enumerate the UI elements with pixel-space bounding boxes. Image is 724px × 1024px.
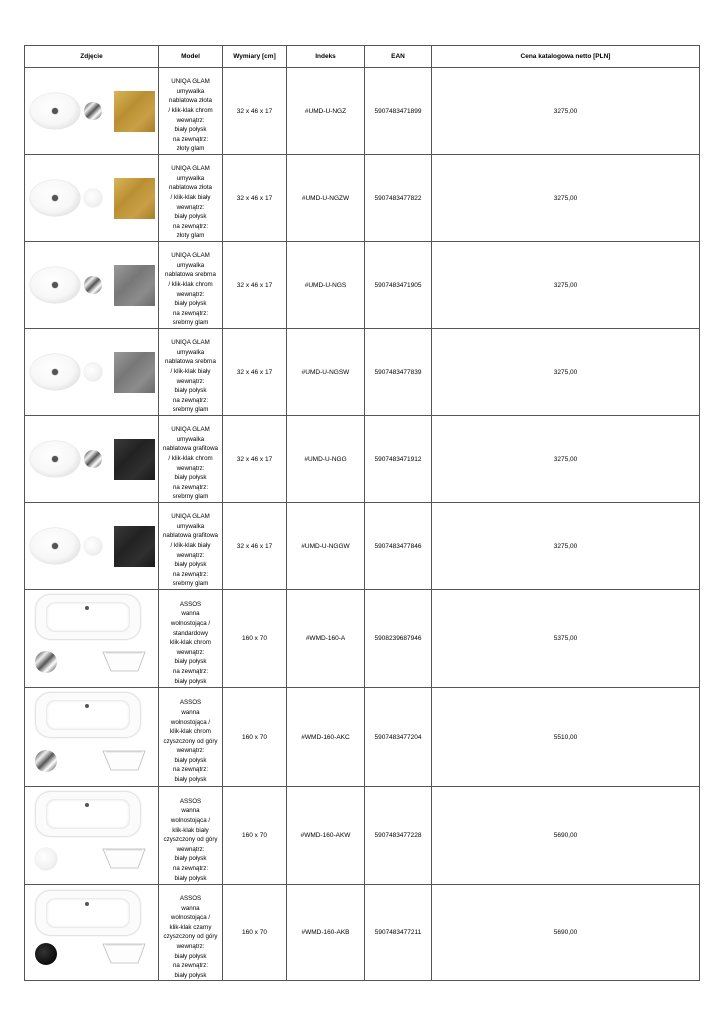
dimensions-cell: 32 x 46 x 17 <box>223 503 287 590</box>
washbasin-image <box>30 354 80 390</box>
model-description-line: umywalka <box>176 435 205 443</box>
drain-image <box>52 456 58 462</box>
model-description-line: biały połysk <box>174 300 207 308</box>
dimensions-cell: 32 x 46 x 17 <box>223 155 287 242</box>
model-description-line: / klik-klak biały <box>170 367 211 375</box>
header-price: Cena katalogowa netto [PLN] <box>432 46 700 68</box>
basin-photo <box>25 330 159 415</box>
model-description-line: biały połysk <box>174 776 207 784</box>
bathtub-top-view <box>36 693 140 737</box>
header-dimensions: Wymiary [cm] <box>223 46 287 68</box>
dimensions-cell: 32 x 46 x 17 <box>223 416 287 503</box>
index-cell: #UMD-U-NGZW <box>287 155 365 242</box>
model-cell <box>159 242 223 329</box>
click-clack-white-swatch <box>84 189 102 207</box>
ean-cell: 5907483477211 <box>365 885 432 981</box>
basin-photo <box>25 504 159 589</box>
model-description-line: biały połysk <box>174 561 207 569</box>
bathtub-top-view <box>36 595 140 639</box>
model-description-line: na zewnątrz: <box>172 962 209 970</box>
model-description-line: wewnątrz: <box>176 942 205 950</box>
model-cell <box>159 787 223 885</box>
drain-image <box>52 369 58 375</box>
header-index: Indeks <box>287 46 365 68</box>
ean-cell: 5907483471905 <box>365 242 432 329</box>
model-description-line: na zewnątrz: <box>172 483 209 491</box>
table-row <box>25 590 700 688</box>
ean-cell: 5907483477204 <box>365 688 432 787</box>
model-description-line: wewnątrz: <box>176 648 205 656</box>
drain-image <box>52 543 58 549</box>
index-cell: #UMD-U-NGGW <box>287 503 365 590</box>
price-cell: 3275,00 <box>432 503 700 590</box>
model-description-line: na zewnątrz: <box>172 667 209 675</box>
model-cell <box>159 688 223 787</box>
header-ean: EAN <box>365 46 432 68</box>
basin-photo <box>25 417 159 502</box>
model-description-line: złoty glam <box>176 145 205 153</box>
product-photo-cell <box>25 590 159 688</box>
model-cell <box>159 503 223 590</box>
ean-cell: 5907483477846 <box>365 503 432 590</box>
table-row <box>25 416 700 503</box>
model-description-line: na zewnątrz: <box>172 309 209 317</box>
bathtub-side-view <box>102 941 146 965</box>
graphite-finish-swatch <box>114 439 155 480</box>
model-description-line: umywalka <box>176 348 205 356</box>
model-description-line: na zewnątrz: <box>172 396 209 404</box>
model-description-line: na zewnątrz: <box>172 766 209 774</box>
bathtub-side-view <box>102 748 146 772</box>
model-description-line: biały połysk <box>174 874 207 882</box>
model-description-line: nablatowa grafitowa <box>162 445 219 453</box>
drain-image <box>52 108 58 114</box>
ean-cell: 5907483477822 <box>365 155 432 242</box>
table-row <box>25 787 700 885</box>
model-description-line: czyszczony od góry <box>163 737 218 745</box>
click-clack-chrome-swatch <box>35 750 57 772</box>
model-description-line: klik-klak biały <box>172 826 209 834</box>
click-clack-white-swatch <box>84 537 102 555</box>
washbasin-image <box>30 267 80 303</box>
basin-photo <box>25 243 159 328</box>
model-description-line: ASSOS <box>179 600 202 608</box>
table-row <box>25 503 700 590</box>
index-cell: #UMD-U-NGSW <box>287 329 365 416</box>
price-cell: 3275,00 <box>432 155 700 242</box>
silver-finish-swatch <box>114 352 155 393</box>
model-description-line: wewnątrz: <box>176 290 205 298</box>
model-cell <box>159 590 223 688</box>
model-description-line: na zewnątrz: <box>172 135 209 143</box>
model-description-line: nablatowa złota <box>169 184 212 192</box>
model-description-line: umywalka <box>176 87 205 95</box>
model-description-line: wewnątrz: <box>176 747 205 755</box>
model-description-line: biały połysk <box>174 971 207 979</box>
model-description-line: wewnątrz: <box>176 116 205 124</box>
bathtub-side-view <box>102 846 146 870</box>
model-description-line: klik-klak czarny <box>169 923 212 931</box>
model-description-line: na zewnątrz: <box>172 864 209 872</box>
model-description-line: czyszczony od góry <box>163 836 218 844</box>
model-description-line: srebrny glam <box>172 580 209 588</box>
product-photo-cell <box>25 885 159 981</box>
model-description-line: srebrny glam <box>172 493 209 501</box>
model-description-line: biały połysk <box>174 677 207 685</box>
model-description-line: nablatowa srebrna <box>165 358 216 366</box>
dimensions-cell: 160 x 70 <box>223 885 287 981</box>
model-cell <box>159 68 223 155</box>
price-cell: 3275,00 <box>432 242 700 329</box>
model-description-line: UNIQA GLAM <box>171 426 210 434</box>
click-clack-chrome-swatch <box>35 651 57 673</box>
model-description-line: biały połysk <box>174 474 207 482</box>
bathtub-top-view <box>36 891 140 935</box>
table-row <box>25 68 700 155</box>
bathtub-photo <box>25 887 159 979</box>
washbasin-image <box>30 93 80 129</box>
graphite-finish-swatch <box>114 526 155 567</box>
model-description-line: standardowy <box>172 629 209 637</box>
bathtub-photo <box>25 689 159 786</box>
basin-photo <box>25 156 159 241</box>
model-cell <box>159 155 223 242</box>
ean-cell: 5908239687946 <box>365 590 432 688</box>
model-description-line: czyszczony od góry <box>163 933 218 941</box>
price-cell: 5510,00 <box>432 688 700 787</box>
dimensions-cell: 160 x 70 <box>223 787 287 885</box>
model-description-line: nablatowa złota <box>169 97 212 105</box>
product-photo-cell <box>25 68 159 155</box>
index-cell: #UMD-U-NGG <box>287 416 365 503</box>
model-description-line: wolnostojąca / <box>170 718 211 726</box>
price-cell: 3275,00 <box>432 329 700 416</box>
model-description-line: / klik-klak biały <box>170 541 211 549</box>
index-cell: #WMD-160-AKC <box>287 688 365 787</box>
model-description-line: biały połysk <box>174 756 207 764</box>
gold-finish-swatch <box>114 178 155 219</box>
drain-image <box>52 195 58 201</box>
bathtub-photo <box>25 591 159 687</box>
product-photo-cell <box>25 155 159 242</box>
model-description-line: wewnątrz: <box>176 203 205 211</box>
price-cell: 5375,00 <box>432 590 700 688</box>
model-description-line: wewnątrz: <box>176 845 205 853</box>
drain-image <box>52 282 58 288</box>
model-description-line: umywalka <box>176 261 205 269</box>
price-cell: 5690,00 <box>432 787 700 885</box>
model-description-line: wolnostojąca / <box>170 817 211 825</box>
dimensions-cell: 32 x 46 x 17 <box>223 68 287 155</box>
price-table <box>24 45 700 981</box>
model-description-line: biały połysk <box>174 387 207 395</box>
index-cell: #UMD-U-NGZ <box>287 68 365 155</box>
table-row <box>25 242 700 329</box>
ean-cell: 5907483477228 <box>365 787 432 885</box>
model-cell <box>159 416 223 503</box>
ean-cell: 5907483477839 <box>365 329 432 416</box>
model-description-line: wewnątrz: <box>176 377 205 385</box>
washbasin-image <box>30 180 80 216</box>
model-description-line: / klik-klak biały <box>170 193 211 201</box>
price-cell: 5690,00 <box>432 885 700 981</box>
gold-finish-swatch <box>114 91 155 132</box>
product-photo-cell <box>25 329 159 416</box>
ean-cell: 5907483471899 <box>365 68 432 155</box>
model-description-line: umywalka <box>176 174 205 182</box>
product-photo-cell <box>25 503 159 590</box>
table-row <box>25 688 700 787</box>
header-row <box>25 46 700 68</box>
model-description-line: ASSOS <box>179 895 202 902</box>
dimensions-cell: 160 x 70 <box>223 590 287 688</box>
click-clack-white-swatch <box>35 848 57 870</box>
click-clack-chrome-swatch <box>84 102 102 120</box>
price-cell: 3275,00 <box>432 416 700 503</box>
table-row <box>25 329 700 416</box>
index-cell: #UMD-U-NGS <box>287 242 365 329</box>
model-description-line: wolnostojąca / <box>170 620 211 628</box>
price-cell: 3275,00 <box>432 68 700 155</box>
model-description-line: srebrny glam <box>172 319 209 327</box>
model-description-line: wanna <box>181 807 200 815</box>
product-photo-cell <box>25 416 159 503</box>
model-description-line: wanna <box>181 708 200 716</box>
model-description-line: klik-klak chrom <box>170 639 211 647</box>
model-description-line: biały połysk <box>174 126 207 134</box>
model-cell <box>159 885 223 981</box>
washbasin-image <box>30 441 80 477</box>
index-cell: #WMD-160-AKW <box>287 787 365 885</box>
bathtub-photo <box>25 788 159 884</box>
model-description-line: / klik-klak chrom <box>168 106 213 114</box>
product-photo-cell <box>25 242 159 329</box>
bathtub-side-view <box>102 649 146 673</box>
model-description-line: wewnątrz: <box>176 551 205 559</box>
washbasin-image <box>30 528 80 564</box>
model-description-line: nablatowa grafitowa <box>162 532 219 540</box>
table-row <box>25 155 700 242</box>
dimensions-cell: 160 x 70 <box>223 688 287 787</box>
click-clack-chrome-swatch <box>84 276 102 294</box>
model-description-line: UNIQA GLAM <box>171 339 210 347</box>
model-description-line: / klik-klak chrom <box>168 454 213 462</box>
product-photo-cell <box>25 688 159 787</box>
model-description-line: UNIQA GLAM <box>171 165 210 173</box>
model-description-line: biały połysk <box>174 952 207 960</box>
model-description-line: biały połysk <box>174 213 207 221</box>
model-description-line: złoty glam <box>176 232 205 240</box>
model-description-line: srebrny glam <box>172 406 209 414</box>
model-description-line: umywalka <box>176 522 205 530</box>
header-model: Model <box>159 46 223 68</box>
click-clack-chrome-swatch <box>84 450 102 468</box>
bathtub-top-view <box>36 792 140 836</box>
model-description-line: wolnostojąca / <box>170 914 211 922</box>
model-description-line: UNIQA GLAM <box>171 513 210 521</box>
model-description-line: wanna <box>181 610 200 618</box>
dimensions-cell: 32 x 46 x 17 <box>223 242 287 329</box>
ean-cell: 5907483471912 <box>365 416 432 503</box>
table-row <box>25 885 700 981</box>
model-description-line: UNIQA GLAM <box>171 78 210 86</box>
model-description-line: UNIQA GLAM <box>171 252 210 260</box>
dimensions-cell: 32 x 46 x 17 <box>223 329 287 416</box>
model-description-line: ASSOS <box>179 797 202 805</box>
index-cell: #WMD-160-A <box>287 590 365 688</box>
model-description-line: wewnątrz: <box>176 464 205 472</box>
model-cell <box>159 329 223 416</box>
model-description-line: biały połysk <box>174 658 207 666</box>
silver-finish-swatch <box>114 265 155 306</box>
model-description-line: klik-klak chrom <box>170 728 211 736</box>
model-description-line: biały połysk <box>174 855 207 863</box>
model-description-line: nablatowa srebrna <box>165 271 216 279</box>
click-clack-white-swatch <box>84 363 102 381</box>
basin-photo <box>25 69 159 154</box>
header-photo: Zdjęcie <box>25 46 159 68</box>
model-description-line: / klik-klak chrom <box>168 280 213 288</box>
model-description-line: ASSOS <box>179 699 202 707</box>
click-clack-black-swatch <box>35 943 57 965</box>
model-description-line: na zewnątrz: <box>172 222 209 230</box>
model-description-line: wanna <box>181 904 200 912</box>
model-description-line: na zewnątrz: <box>172 570 209 578</box>
index-cell: #WMD-160-AKB <box>287 885 365 981</box>
product-photo-cell <box>25 787 159 885</box>
